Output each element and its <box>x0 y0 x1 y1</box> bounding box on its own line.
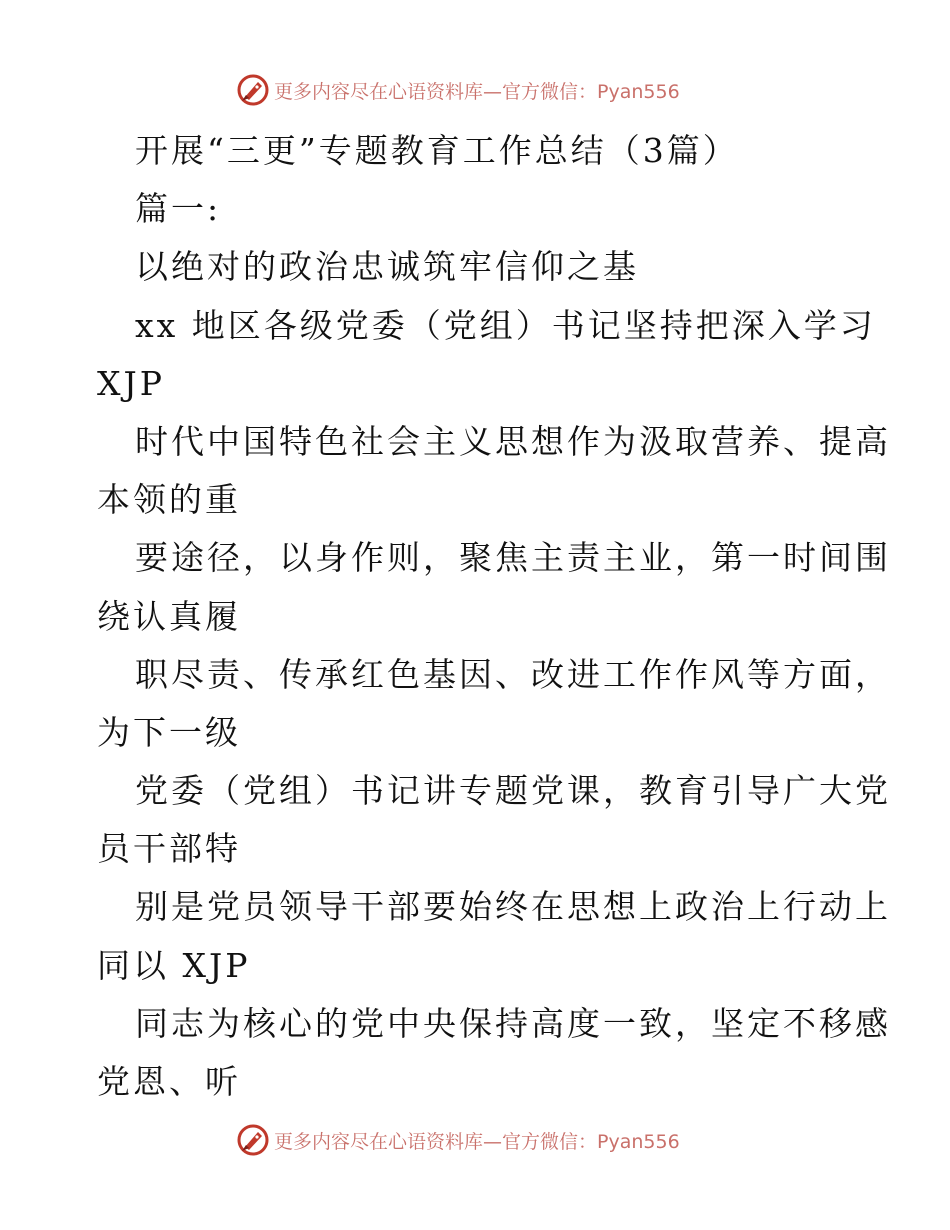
paragraph-line: 绕认真履 <box>97 596 241 636</box>
paragraph-line: 员干部特 <box>97 829 241 869</box>
paragraph-line: 同志为核心的党中央保持高度一致，坚定不移感 <box>135 1003 891 1043</box>
paragraph-line: 别是党员领导干部要始终在思想上政治上行动上 <box>135 887 891 927</box>
section-subtitle: 以绝对的政治忠诚筑牢信仰之基 <box>135 247 639 287</box>
pen-nib-logo-icon <box>236 1123 270 1157</box>
paragraph-line: 党委（党组）书记讲专题党课，教育引导广大党 <box>135 771 891 811</box>
section-heading: 篇一: <box>135 189 222 229</box>
paragraph-line: XJP <box>97 363 165 403</box>
paragraph-line: 时代中国特色社会主义思想作为汲取营养、提高 <box>135 421 891 461</box>
paragraph-line: 要途径，以身作则，聚焦主责主业，第一时间围 <box>135 538 891 578</box>
paragraph-line: 本领的重 <box>97 480 241 520</box>
pen-nib-logo-icon <box>236 73 270 107</box>
paragraph-line: 为下一级 <box>97 712 241 752</box>
header-banner <box>236 72 680 108</box>
paragraph-line: 职尽责、传承红色基因、改进工作作风等方面， <box>135 654 891 694</box>
paragraph-line: xx 地区各级党委（党组）书记坚持把深入学习 <box>135 305 876 345</box>
footer-banner <box>236 1122 680 1158</box>
header-banner-text: 更多内容尽在心语资料库—官方微信：Pyan556 <box>274 80 680 103</box>
footer-banner-text: 更多内容尽在心语资料库—官方微信：Pyan556 <box>274 1130 680 1153</box>
paragraph-line: 同以 XJP <box>97 945 251 985</box>
paragraph-line: 党恩、听 <box>97 1062 241 1101</box>
document-title: 开展“三更”专题教育工作总结（3篇） <box>135 131 739 170</box>
document-body <box>97 122 891 1111</box>
